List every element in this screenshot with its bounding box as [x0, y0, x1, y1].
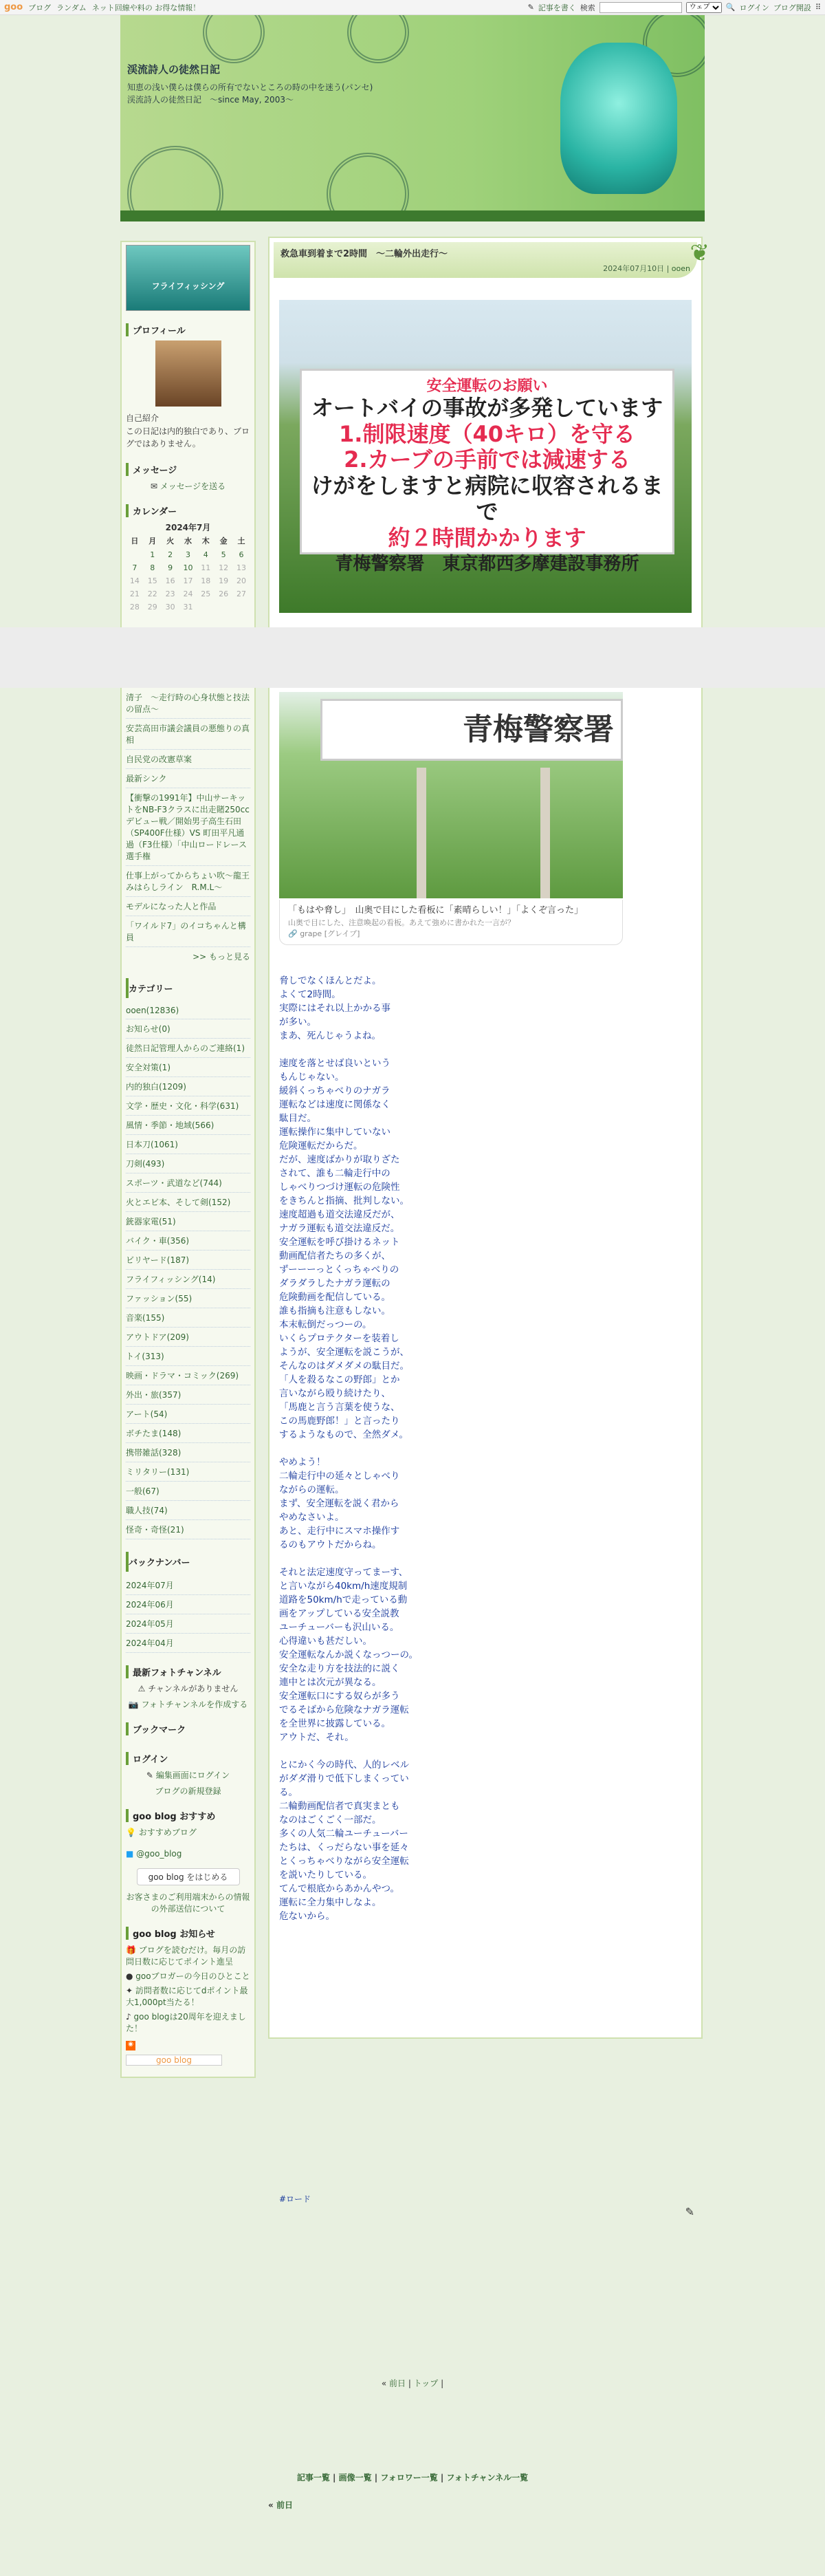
category-link[interactable]: 音楽(155)	[126, 1312, 165, 1323]
entry-date[interactable]: 2024年07月10日	[603, 264, 665, 273]
camera-icon: 📷	[128, 1699, 142, 1709]
calendar-month: 2024年7月	[165, 522, 211, 532]
photo-channel-list-link[interactable]: フォトチャンネル一覧	[446, 2473, 529, 2482]
search-icon[interactable]: 🔍	[725, 3, 736, 12]
news-link[interactable]: goo blogは20周年を迎えました！	[126, 2011, 246, 2033]
category-link[interactable]: トイ(313)	[126, 1351, 164, 1361]
category-link[interactable]: アウトドア(209)	[126, 1332, 189, 1342]
category-link[interactable]: 銃器家電(51)	[126, 1216, 176, 1226]
category-link[interactable]: 文学・歴史・文化・科学(631)	[126, 1101, 239, 1111]
search-label: 検索	[580, 3, 595, 12]
send-message-link[interactable]: メッセージを送る	[160, 481, 226, 491]
recent-entry-link[interactable]: 仕事上がってからちょい吹～龍王みはらしライン R.M.L～	[126, 870, 250, 892]
embed-card[interactable]	[279, 900, 623, 945]
category-link[interactable]: 安全対策(1)	[126, 1062, 170, 1072]
start-blog-button[interactable]: goo blog をはじめる	[137, 1868, 240, 1885]
rss-icon[interactable]: ◉	[126, 2041, 135, 2050]
entries-list-link[interactable]: 記事一覧	[296, 2473, 330, 2482]
recent-entry-link[interactable]: 最新シンク	[126, 773, 167, 783]
grid-icon[interactable]: ⠿	[815, 3, 821, 12]
profile-name: 自己紹介	[126, 413, 160, 423]
embed-photo[interactable]	[279, 692, 623, 898]
warning-icon: ⚠	[138, 1683, 148, 1693]
new-blog-link[interactable]: ブログの新規登録	[155, 1786, 221, 1796]
category-heading: カテゴリー	[126, 978, 250, 998]
category-link[interactable]: 携帯雑話(328)	[126, 1447, 182, 1458]
category-link[interactable]: 徒然日記管理人からのご連絡(1)	[126, 1043, 245, 1053]
backnumber-link[interactable]: 2024年04月	[126, 1638, 174, 1648]
recent-entries-list	[122, 647, 254, 971]
open-blog-link[interactable]: ブログ開設	[773, 3, 811, 12]
prev-nav: « 前日	[268, 2500, 293, 2510]
category-link[interactable]: バイク・車(356)	[126, 1235, 190, 1246]
lace-ornament	[347, 15, 409, 63]
more-link[interactable]: >> もっと見る	[192, 951, 250, 962]
envelope-icon: ✉	[150, 481, 160, 491]
warning-sign: 安全運転のお願い オートバイの事故が多発しています 1.制限速度（40キロ）を守る 2.カーブの手前では減速する けがをしますと病院に収容されるまで 約２時間かかります 青梅警察署 東京都西多摩建設事務所	[300, 369, 674, 554]
twitter-icon: ■	[126, 1848, 137, 1859]
header-bar	[120, 210, 705, 221]
overlay-band	[0, 627, 825, 688]
edit-login-link[interactable]: 編集画面にログイン	[155, 1770, 230, 1780]
sidebar	[120, 241, 256, 2078]
backnumber-list	[122, 1545, 254, 1658]
blog-description: 知恵の浅い僕らは僕らの所有でないところの時の中を迷う(パンセ) 渓流詩人の徒然日記 ～since May, 2003～	[127, 83, 382, 105]
entry-header: 救急車到着まで2時間 ～二輪外出走行～ 2024年07月10日 | ooen ❦	[274, 242, 697, 278]
topbar-link-info[interactable]: ネット回線や料の お得な情報！	[91, 3, 201, 12]
pencil-icon: ✎	[146, 1770, 156, 1780]
category-link[interactable]: ミリタリー(131)	[126, 1466, 190, 1477]
recent-entry-link[interactable]: 自民党の改憲草案	[126, 754, 192, 764]
entry-title[interactable]: 救急車到着まで2時間 ～二輪外出走行～	[280, 249, 448, 259]
news-link[interactable]: gooブロガーの今日のひとこと	[135, 1971, 250, 1981]
category-link[interactable]: フライフィッシング(14)	[126, 1274, 216, 1284]
sparkle-icon: ✦	[126, 1985, 135, 1995]
category-link[interactable]: お知らせ(0)	[126, 1024, 170, 1034]
entry-body: 脅しでなくほんとだよ。 よくて2時間。 実際にはそれ以上かかる事 が多い。 まあ、死んじゃうよね。 速度を落とせば良いという もんじゃない。 緩斜くっちゃべりのナガラ 運転などは速度に関係なく 駄目だ。 運転操作に集中していない 危険運転だからだ。 だが、速度ばかりが取りざた されて、誰も二輪走行中の しゃべりつづけ運転の危険性 をきちんと指摘、批判しない。 速度超過も道交法違反だが、 ナガラ運転も道交法違反だ。 安全運転を呼び掛けるネット 動画配信者たちの多くが、 ずーーーっとくっちゃべりの ダラダラしたナガラ運転の 危険動画を配信している。 誰も指摘も注意もしない。 本末転倒だっつーの。 いくらプロテクターを装着し ようが、安全運転を説こうが、 そんなのはダメダメの駄目だ。 「人を殺るなこの野郎」とか 言いながら殴り続けたり、 「馬鹿と言う言葉を使うな、 この馬鹿野郎！」と言ったり するようなもので、全然ダメ。 やめよう！ 二輪走行中の延々としゃべり ながらの運転。 まず、安全運転を説く君から やめなさいよ。 あと、走行中にスマホ操作す るのもアウトだからね。 それと法定速度守ってまーす、 と言いながら40km/h速度規制 道路を50km/hで走っている動 画をアップしている安全説教 ユーチューバーも沢山いる。 心得違いも甚だしい。 安全運転なんか説くなっつーの。 安全な走り方を技法的に説く 連中とは次元が異なる。 安全運転口にする奴らが多う でるそばから危険なナガラ運転 を全世界に披露している。 アウトだ、それ。 とにかく今の時代、人的レベル がダダ滑りで低下しまくってい る。 二輪動画配信者で真実まとも なのはごくごく一部だ。 多くの人気二輪ユーチューバー たちは、くっだらない事を延々 とくっちゃべりながら安全運転 を説いたりしている。 てんで根底からあかんやつ。 運転に全力集中しなよ。 危ないから。	[279, 975, 418, 1922]
edit-pen-icon[interactable]: ✎	[685, 2205, 694, 2218]
calendar-heading: カレンダー	[126, 504, 250, 517]
lace-ornament	[203, 15, 265, 63]
note-icon: ♪	[126, 2011, 134, 2022]
category-link[interactable]: ooen(12836)	[126, 1005, 179, 1015]
category-link[interactable]: 日本刀(1061)	[126, 1139, 178, 1149]
category-link[interactable]: 職人技(74)	[126, 1505, 168, 1515]
category-link[interactable]: 内的独白(1209)	[126, 1081, 186, 1092]
category-link[interactable]: 外出・旅(357)	[126, 1389, 182, 1400]
category-link[interactable]: 風情・季節・地域(566)	[126, 1120, 214, 1130]
recent-entry-link[interactable]: モデルになった人と作品	[126, 901, 217, 911]
profile-avatar[interactable]	[155, 340, 221, 407]
backnumber-link[interactable]: 2024年06月	[126, 1599, 174, 1610]
profile-desc: この日記は内的独白であり、ブログではありません。	[126, 426, 250, 449]
category-link[interactable]: スポーツ・武道など(744)	[126, 1178, 222, 1188]
backnumber-link[interactable]: 2024年07月	[126, 1580, 174, 1590]
news-heading: goo blog お知らせ	[126, 1927, 250, 1940]
backnumber-heading: バックナンバー	[126, 1552, 250, 1572]
top-link[interactable]: トップ	[413, 2379, 439, 2388]
category-link[interactable]: ビリヤード(187)	[126, 1255, 190, 1265]
recent-entry-link[interactable]: 「ワイルド7」のイコちゃんと構員	[126, 920, 246, 942]
category-list	[122, 971, 254, 1545]
search-scope-select[interactable]	[686, 2, 722, 13]
blog-header	[120, 15, 705, 221]
soda-glass-image	[560, 43, 677, 194]
calendar-table: 日 月 火 水 木 金 土 1 2 3 4 5 6 7 8 9 10 11 12 13 14 15 16 17 18 19 20 21 22 23 24 25 26 27 28 29 30 31	[129, 536, 247, 611]
prev-day-link[interactable]: 前日	[388, 2379, 406, 2388]
news-link[interactable]: ブログを読むだけ。毎月の訪問日数に応じてポイント進呈	[126, 1945, 246, 1967]
category-link[interactable]: ボチたま(148)	[126, 1428, 182, 1438]
entry-author[interactable]: ooen	[671, 264, 690, 273]
embed-desc: 山奥で目にした、注意喚起の看板。あえて強めに書かれた一言が？	[288, 918, 515, 927]
no-channel-text: チャンネルがありません	[148, 1683, 239, 1693]
category-link[interactable]: 怪奇・奇怪(21)	[126, 1524, 184, 1535]
goo-logo[interactable]: goo	[4, 2, 23, 12]
category-link[interactable]: 一般(67)	[126, 1486, 160, 1496]
category-link[interactable]: 刀剣(493)	[126, 1158, 165, 1169]
twitter-link[interactable]: @goo_blog	[136, 1848, 182, 1859]
recent-entry-link[interactable]: 安芸高田市議会議員の悪態りの真相	[126, 723, 250, 745]
sign-pole	[417, 768, 426, 898]
category-link[interactable]: アート(54)	[126, 1409, 168, 1419]
login-heading: ログイン	[126, 1752, 250, 1765]
recent-entry-link[interactable]: 清子 ～走行時の心身状態と技法の留点～	[126, 692, 250, 714]
profile-heading: プロフィール	[126, 323, 250, 336]
news-link[interactable]: 訪問者数に応じてdポイント最大1,000pt当たる！	[126, 1985, 248, 2007]
sign-pole	[540, 768, 550, 898]
category-link[interactable]: 火とエビ本、そして剣(152)	[126, 1197, 231, 1207]
login-link[interactable]: ログイン	[739, 3, 769, 12]
photo-channel-heading: 最新フォトチャンネル	[126, 1665, 250, 1678]
footer-links: 記事一覧 | 画像一覧 | フォロワー一覧 | フォトチャンネル一覧	[296, 2473, 529, 2482]
pencil-icon: ✎	[527, 3, 534, 12]
leaf-icon: ❦	[690, 239, 710, 267]
pager: « 前日 | トップ |	[381, 2379, 444, 2388]
sidebar-banner[interactable]: フライフィッシング	[126, 245, 250, 311]
entry-tag[interactable]: #ロード	[279, 2194, 311, 2204]
goo-icon: ●	[126, 1971, 136, 1981]
prev-link[interactable]: 前日	[276, 2500, 293, 2510]
embed-title: 「もはや脅し」 山奥で目にした看板に「素晴らしい！」「よくぞ言った」	[288, 905, 584, 916]
topbar-link-random[interactable]: ランダム	[56, 3, 87, 12]
sign-closeup: 青梅警察署	[320, 699, 623, 761]
message-heading: メッセージ	[126, 463, 250, 476]
link-icon: 🔗	[288, 929, 300, 938]
create-photo-channel-link[interactable]: フォトチャンネルを作成する	[141, 1699, 248, 1709]
bulb-icon: 💡	[126, 1827, 139, 1837]
topbar-link-blog[interactable]: ブログ	[28, 3, 52, 12]
entry-photo[interactable]	[279, 300, 692, 613]
search-input[interactable]	[600, 2, 682, 13]
write-entry-link[interactable]: 記事を書く	[538, 3, 576, 12]
main-content	[268, 237, 710, 2218]
top-bar	[0, 0, 825, 15]
recommend-heading: goo blog おすすめ	[126, 1809, 250, 1822]
recommend-link[interactable]: おすすめブログ	[138, 1827, 197, 1837]
images-list-link[interactable]: 画像一覧	[338, 2473, 372, 2482]
followers-list-link[interactable]: フォロワー一覧	[380, 2473, 438, 2482]
backnumber-link[interactable]: 2024年05月	[126, 1619, 174, 1629]
bookmark-heading: ブックマーク	[126, 1722, 250, 1735]
external-info-link[interactable]: お客さまのご利用端末からの情報の外部送信について	[126, 1892, 250, 1914]
gift-icon: 🎁	[126, 1945, 139, 1955]
recent-entry-link[interactable]: 【衝撃の1991年】中山サーキットをNB-F3クラスに出走賭250ccデビュー戦／開始男子高生石田（SP400F仕様）VS 町田平凡通過（F3仕様）「中山ロードレース選手権	[126, 792, 250, 861]
blog-title[interactable]: 渓流詩人の徒然日記	[127, 63, 221, 76]
category-link[interactable]: 映画・ドラマ・コミック(269)	[126, 1370, 239, 1381]
category-link[interactable]: ファッション(55)	[126, 1293, 192, 1303]
goo-blog-logo[interactable]: goo blog	[126, 2055, 222, 2066]
embed-source: grape [グレイプ]	[300, 929, 360, 938]
